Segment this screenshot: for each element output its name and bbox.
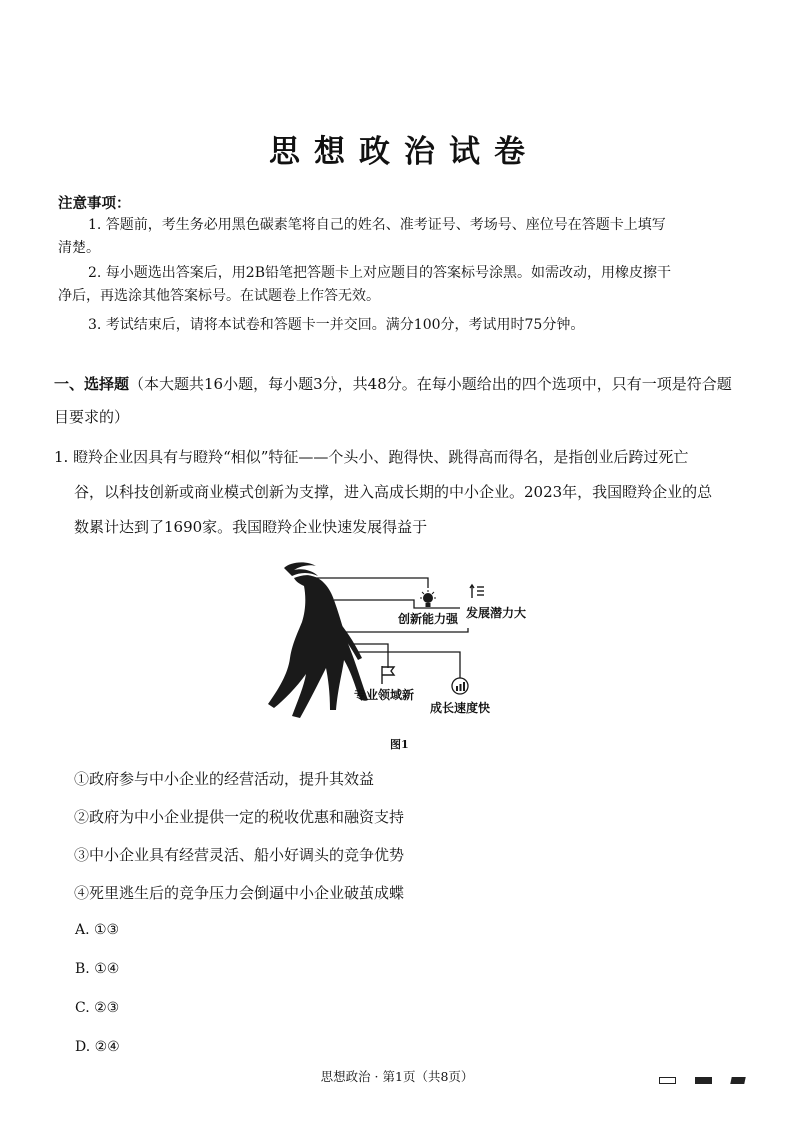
- connector-potential: [334, 600, 460, 608]
- scan-mark-slanted-icon: [730, 1077, 745, 1084]
- choice-a[interactable]: A. ①③: [75, 922, 120, 938]
- notice-item-2: [58, 262, 738, 308]
- notice-item-3-line-1: 3. 考试结束后，请将本试卷和答题卡一并交回。满分100分，考试用时75分钟。: [88, 317, 585, 333]
- question-1-line-3: 数累计达到了1690家。我国瞪羚企业快速发展得益于: [74, 518, 428, 536]
- page-title: 思想政治试卷: [269, 134, 539, 170]
- bulb-icon: [420, 590, 436, 607]
- gazelle-diagram: [260, 560, 560, 730]
- choice-b[interactable]: B. ①④: [75, 961, 120, 977]
- notice-item-1-line-2: 清楚。: [58, 240, 100, 256]
- choice-d[interactable]: D. ②④: [75, 1039, 120, 1055]
- statement-1: ①政府参与中小企业的经营活动，提升其效益: [74, 770, 375, 788]
- section-desc-1: （本大题共16小题，每小题3分，共48分。在每小题给出的四个选项中，只有一项是符合题: [129, 375, 732, 393]
- figure-caption: 图1: [390, 738, 409, 751]
- section-label: 一、选择题: [54, 375, 130, 393]
- connector-potential-2: [342, 628, 468, 632]
- gazelle-silhouette-icon: [268, 562, 368, 718]
- notice-item-1-line-1: 1. 答题前，考生务必用黑色碳素笔将自己的姓名、准考证号、考场号、座位号在答题卡上填写: [88, 217, 666, 233]
- notice-item-1: [58, 214, 738, 260]
- question-number: 1.: [54, 448, 69, 466]
- label-new-field: 专业领域新: [354, 688, 415, 702]
- statement-4: ④死里逃生后的竞争压力会倒逼中小企业破茧成蝶: [74, 884, 405, 902]
- label-potential: 发展潜力大: [466, 606, 527, 620]
- page-footer: 思想政治 · 第1页（共8页）: [320, 1069, 474, 1084]
- question-1-stem: [54, 440, 744, 545]
- notice-item-3: [58, 314, 738, 337]
- section-heading: [54, 368, 744, 434]
- connector-growth: [354, 652, 460, 678]
- notice-item-2-line-2: 净后，再选涂其他答案标号。在试题卷上作答无效。: [58, 288, 380, 304]
- statement-3: ③中小企业具有经营灵活、船小好调头的竞争优势: [74, 846, 405, 864]
- label-growth: 成长速度快: [430, 701, 491, 715]
- notice-item-2-line-1: 2. 每小题选出答案后，用2B铅笔把答题卡上对应题目的答案标号涂黑。如需改动，用橡皮擦干: [88, 265, 672, 281]
- statement-2: ②政府为中小企业提供一定的税收优惠和融资支持: [74, 808, 405, 826]
- scan-mark-outline-icon: [659, 1077, 676, 1084]
- gazelle-figure: [260, 560, 560, 730]
- flag-icon: [382, 666, 394, 684]
- question-1-line-1: 瞪羚企业因具有与瞪羚“相似”特征——个头小、跑得快、跳得高而得名，是指创业后跨过死亡: [73, 448, 689, 466]
- label-innovation: 创新能力强: [398, 612, 459, 626]
- question-1-line-2: 谷，以科技创新或商业模式创新为支撑，进入高成长期的中小企业。2023年，我国瞪羚企业的总: [74, 483, 713, 501]
- scan-marks: [659, 1070, 759, 1089]
- notice-heading: 注意事项：: [58, 195, 131, 212]
- choice-c[interactable]: C. ②③: [75, 1000, 120, 1016]
- scan-mark-filled-icon: [695, 1077, 712, 1084]
- growth-list-icon: [470, 585, 484, 598]
- section-desc-2: 目要求的）: [54, 408, 130, 426]
- growth-chart-icon: [452, 678, 468, 694]
